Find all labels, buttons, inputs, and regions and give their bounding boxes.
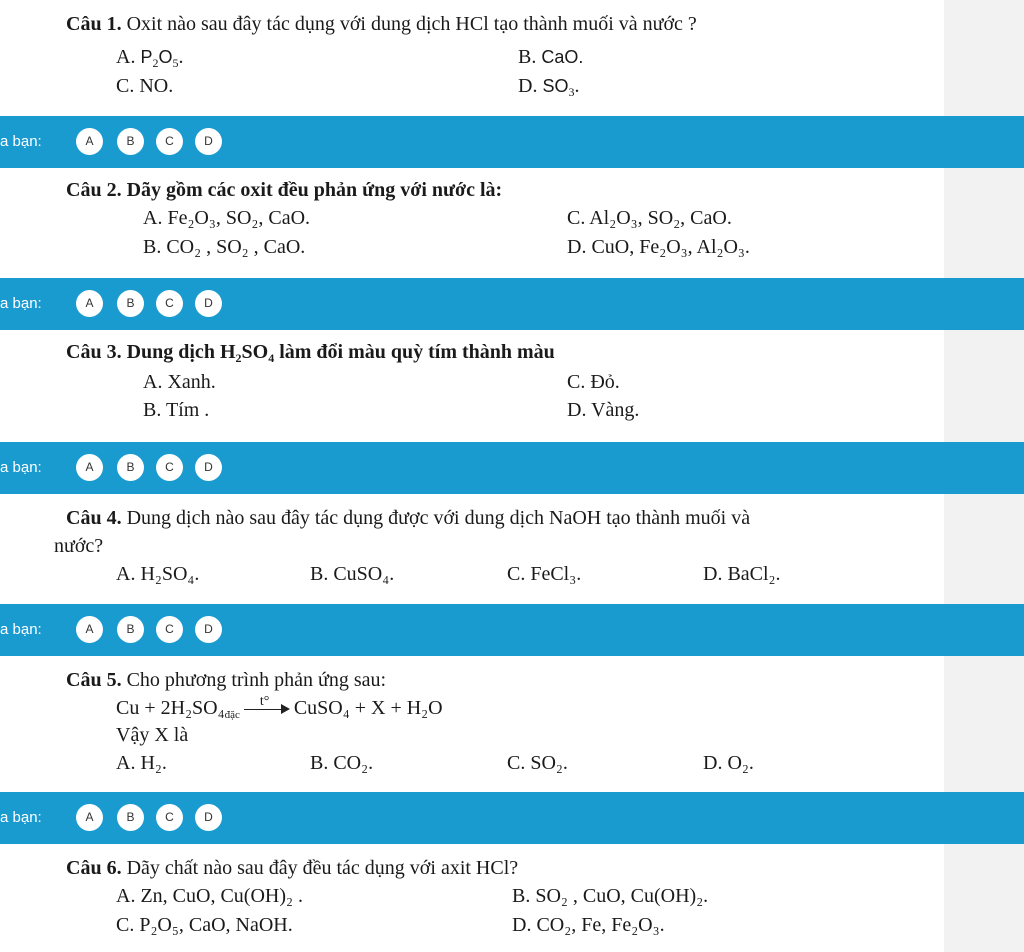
- q4-option-b: B. CuSO₄.: [310, 563, 395, 585]
- answer-option-a[interactable]: A: [76, 290, 103, 317]
- q3-option-a: A. Xanh.: [143, 371, 216, 393]
- q4-option-c: C. FeCl₃.: [507, 563, 582, 585]
- q5-option-b: B. CO₂.: [310, 752, 374, 774]
- question-2-title: Câu 2. Dãy gồm các oxit đều phản ứng với nước là:: [66, 179, 503, 201]
- q1-option-d: D. $SO_3$.: [518, 75, 580, 99]
- q6-option-b: B. SO₂ , CuO, Cu(OH)₂.: [512, 885, 709, 907]
- question-4-title-line2: nước?: [54, 535, 104, 557]
- answer-option-b[interactable]: B: [117, 804, 144, 831]
- q2-option-d: D. CuO, Fe₂O₃, Al₂O₃.: [567, 236, 750, 258]
- q2-option-a: A. Fe₂O₃, SO₂, CaO.: [143, 207, 311, 229]
- answer-bar-label: a bạn:: [0, 295, 42, 312]
- answer-option-d[interactable]: D: [195, 454, 222, 481]
- answer-option-c[interactable]: C: [156, 290, 183, 317]
- answer-option-d[interactable]: D: [195, 616, 222, 643]
- answer-option-b[interactable]: B: [117, 616, 144, 643]
- answer-option-b[interactable]: B: [117, 128, 144, 155]
- q5-equation: $Cu + 2H_2SO_4_{đặc}$ t° CuSO₄ + X + H₂O: [116, 694, 443, 721]
- question-4-title: Câu 4. Dung dịch nào sau đây tác dụng được với dung dịch NaOH tạo thành muối và: [66, 507, 751, 529]
- q4-option-d: D. BaCl₂.: [703, 563, 781, 585]
- answer-bar-label: a bạn:: [0, 459, 42, 476]
- q3-option-c: C. Đỏ.: [567, 371, 620, 393]
- answer-option-d[interactable]: D: [195, 128, 222, 155]
- answer-bar-2: [0, 278, 1024, 330]
- answer-option-d[interactable]: D: [195, 804, 222, 831]
- answer-option-b[interactable]: B: [117, 290, 144, 317]
- answer-option-c[interactable]: C: [156, 616, 183, 643]
- question-number: Câu 1.: [66, 13, 122, 35]
- q1-option-b: B. CaO.: [518, 46, 584, 68]
- answer-bar-label: a bạn:: [0, 809, 42, 826]
- question-3-title: Câu 3. Dung dịch $H_2SO_4$ làm đổi màu quỳ tím thành màu: [66, 341, 555, 365]
- answer-option-c[interactable]: C: [156, 128, 183, 155]
- answer-bar-label: a bạn:: [0, 621, 42, 638]
- answer-bar-3: [0, 442, 1024, 494]
- q4-option-a: A. H₂SO₄.: [116, 563, 200, 585]
- q3-option-d: D. Vàng.: [567, 399, 640, 421]
- answer-bar-4: [0, 604, 1024, 656]
- answer-option-c[interactable]: C: [156, 804, 183, 831]
- question-6-title: Câu 6. Dãy chất nào sau đây đều tác dụng với axit HCl?: [66, 857, 519, 879]
- answer-option-a[interactable]: A: [76, 454, 103, 481]
- answer-bar-5: [0, 792, 1024, 844]
- answer-option-a[interactable]: A: [76, 616, 103, 643]
- answer-option-d[interactable]: D: [195, 290, 222, 317]
- q2-option-c: C. Al₂O₃, SO₂, CaO.: [567, 207, 732, 229]
- q5-option-a: A. H₂.: [116, 752, 167, 774]
- q5-option-c: C. SO₂.: [507, 752, 568, 774]
- q1-option-c: C. NO.: [116, 75, 174, 97]
- q6-option-d: D. CO₂, Fe, Fe₂O₃.: [512, 914, 665, 936]
- answer-bar-label: a bạn:: [0, 133, 42, 150]
- question-text: Oxit nào sau đây tác dụng với dung dịch HCl tạo thành muối và nước ?: [121, 13, 697, 35]
- answer-bar-1: [0, 116, 1024, 168]
- q6-option-a: A. Zn, CuO, Cu(OH)₂ .: [116, 885, 303, 907]
- q3-option-b: B. Tím .: [143, 399, 210, 421]
- q2-option-b: B. CO₂ , SO₂ , CaO.: [143, 236, 306, 258]
- question-5-title: Câu 5. Cho phương trình phản ứng sau:: [66, 669, 387, 691]
- answer-option-b[interactable]: B: [117, 454, 144, 481]
- q1-option-a: A. $P_2O_5$.: [116, 46, 184, 70]
- q5-option-d: D. O₂.: [703, 752, 754, 774]
- q5-prompt: Vậy X là: [116, 724, 189, 746]
- answer-option-c[interactable]: C: [156, 454, 183, 481]
- q6-option-c: C. P₂O₅, CaO, NaOH.: [116, 914, 293, 936]
- answer-option-a[interactable]: A: [76, 128, 103, 155]
- reaction-arrow-icon: t°: [244, 696, 290, 716]
- question-1-title: [66, 12, 697, 36]
- answer-option-a[interactable]: A: [76, 804, 103, 831]
